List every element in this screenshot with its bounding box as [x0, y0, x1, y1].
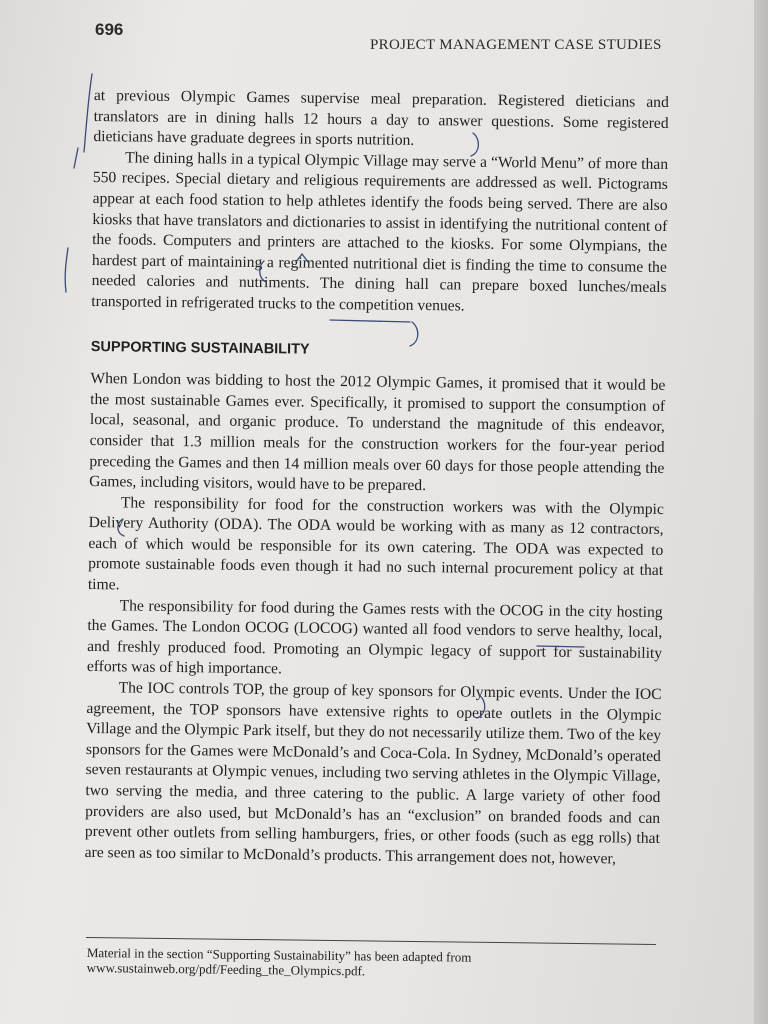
body-text: [85, 86, 669, 870]
paragraph-6: The IOC controls TOP, the group of key sponsors for Olympic events. Under the IOC agreement, the TOP sponsors have extensive rights to operate outlets in the Olympic Village and the Olympic Park itself, but they do not necessarily utilize them. Two of the key sponsors for the Games were McDonald’s and Coca-Cola. In Sydney, McDonald’s operated seven restaurants at Olympic venues, including two serving athletes in the Olympic Village, two serving the media, and three catering to the public. A large variety of other food providers are also used, but McDonald’s has an “exclusion” on branded foods and can prevent other outlets from selling hamburgers, fries, or other foods (such as egg rolls) that are seen as too similar to McDonald’s products. This arrangement does not, however,: [84, 679, 662, 868]
section-heading: SUPPORTING SUSTAINABILITY: [90, 338, 310, 358]
page-number: 696: [95, 20, 124, 39]
paragraph-3: When London was bidding to host the 2012 Olympic Games, it promised that it would be the most sustainable Games ever. Specifically, it promised to support the consumption of local, seasonal, and organic produce. To understand the magnitude of this endeavor, consider that 1.3 million meals for the construction workers for the four-year period preceding the Games and then 14 million meals over 60 days for those people attending the Games, including visitors, would have to be prepared.: [89, 370, 666, 495]
next-page-edge: [754, 0, 768, 1024]
margin-bracket-mark-lower: [65, 248, 68, 292]
paragraph-2: The dining halls in a typical Olympic Village may serve a “World Menu” of more than 550 recipes. Special dietary and religious requirements are addressed as well. Pictograms appear at each food station to help athletes identify the foods being served. There are also kiosks that have translators and dictionaries to assist in identifying the nutritional content of the foods. Computers and printers are attached to the kiosks. For some Olympians, the hardest part of maintaining a regimented nutritional diet is finding the time to consume the needed calories and nutriments. The dining hall can prepare boxed lunches/meals transported in refrigerated trucks to the competition venues.: [91, 149, 669, 315]
paragraph-5: The responsibility for food during the Games rests with the OCOG in the city hosting the Games. The London OCOG (LOCOG) wanted all food vendors to serve healthy, local, and freshly produced food. Promoting an Olympic legacy of support for sustainability efforts was of high importance.: [86, 597, 663, 678]
footnote-rule: [86, 937, 656, 945]
margin-line-mark: [74, 148, 78, 168]
margin-bracket-mark: [84, 74, 92, 152]
paragraph-4: The responsibility for food for the construction workers was with the Olympic Delivery Authority (ODA). The ODA would be working with as many as 12 contractors, each of which would be responsible for its own catering. The ODA was expected to promote sustainable foods even though it had no such internal procurement policy at that time.: [87, 494, 664, 594]
footnote: Material in the section “Supporting Sustainability” has been adapted from www.sustainweb.org/pdf/Feeding_the_Olympics.pdf.: [86, 945, 472, 979]
paragraph-1: at previous Olympic Games supervise meal preparation. Registered dieticians and translators are in dining halls 12 hours a day to answer questions. Some registered dieticians have graduate degrees in sports nutrition.: [93, 86, 669, 150]
running-head: PROJECT MANAGEMENT CASE STUDIES: [370, 37, 662, 53]
